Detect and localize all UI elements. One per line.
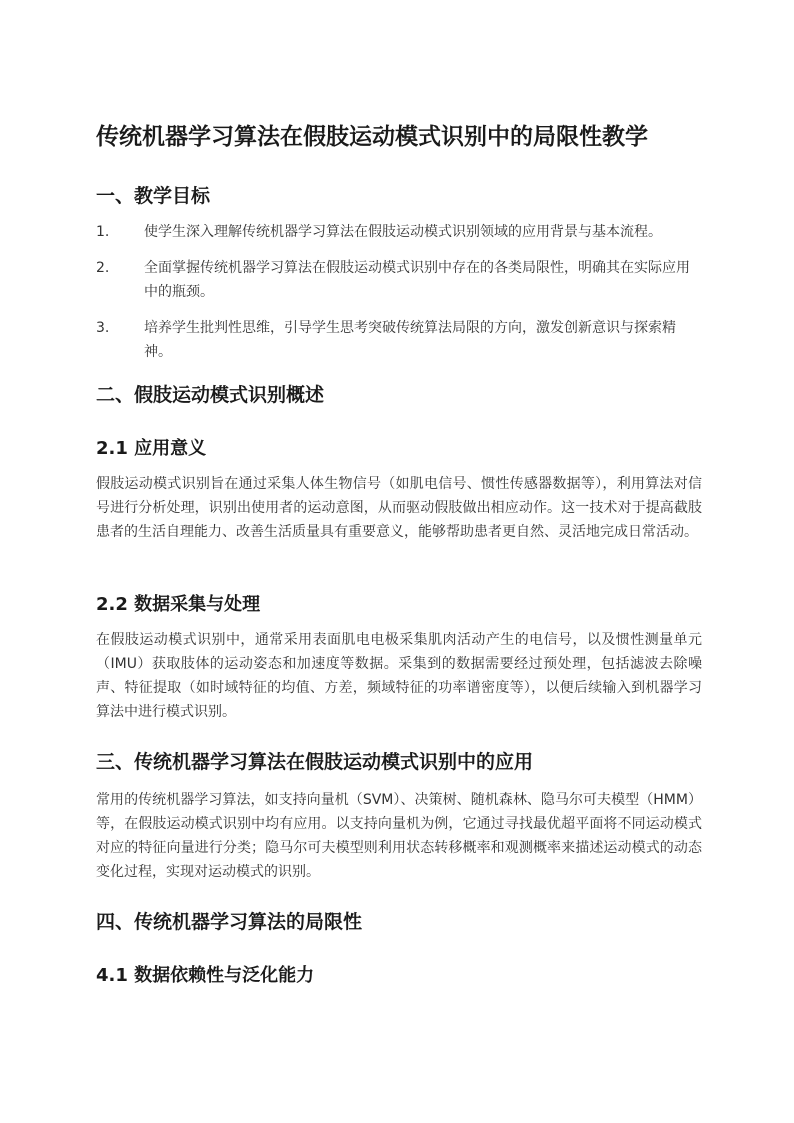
section-heading-overview: 二、假肢运动模式识别概述 [96, 384, 325, 406]
objectives-list [96, 220, 702, 376]
list-item-text: 全面掌握传统机器学习算法在假肢运动模式识别中存在的各类局限性，明确其在实际应用中的瓶颈。 [144, 260, 690, 300]
list-item-number: 1. [96, 224, 110, 240]
list-item [96, 316, 702, 364]
paragraph-applications: 常用的传统机器学习算法，如支持向量机（SVM）、决策树、随机森林、隐马尔可夫模型（HMM）等，在假肢运动模式识别中均有应用。以支持向量机为例，它通过寻找最优超平面将不同运动模式对应的特征向量进行分类；隐马尔可夫模型则利用状态转移概率和观测概率来描述运动模式的动态变化过程，实现对运动模式的识别。 [96, 792, 702, 880]
paragraph-data-collection: 在假肢运动模式识别中，通常采用表面肌电电极采集肌肉活动产生的电信号，以及惯性测量单元（IMU）获取肢体的运动姿态和加速度等数据。采集到的数据需要经过预处理，包括滤波去除噪声、特征提取（如时域特征的均值、方差，频域特征的功率谱密度等），以便后续输入到机器学习算法中进行模式识别。 [96, 632, 702, 720]
subsection-heading-significance: 2.1 应用意义 [96, 438, 207, 459]
list-item [96, 220, 702, 244]
section-heading-applications: 三、传统机器学习算法在假肢运动模式识别中的应用 [96, 751, 534, 773]
section-heading-limitations: 四、传统机器学习算法的局限性 [96, 911, 363, 933]
list-item-number: 3. [96, 320, 110, 336]
paragraph-significance: 假肢运动模式识别旨在通过采集人体生物信号（如肌电信号、惯性传感器数据等），利用算法对信号进行分析处理，识别出使用者的运动意图，从而驱动假肢做出相应动作。这一技术对于提高截肢患者的生活自理能力、改善生活质量具有重要意义，能够帮助患者更自然、灵活地完成日常活动。 [96, 476, 702, 540]
subsection-heading-data-collection: 2.2 数据采集与处理 [96, 594, 261, 615]
list-item-text: 使学生深入理解传统机器学习算法在假肢运动模式识别领域的应用背景与基本流程。 [144, 224, 662, 240]
document-title: 传统机器学习算法在假肢运动模式识别中的局限性教学 [96, 124, 648, 150]
subsection-heading-data-dependency: 4.1 数据依赖性与泛化能力 [96, 965, 315, 986]
list-item [96, 256, 702, 304]
list-item-text: 培养学生批判性思维，引导学生思考突破传统算法局限的方向，激发创新意识与探索精神。 [144, 320, 676, 360]
section-heading-objectives: 一、教学目标 [96, 185, 211, 207]
list-item-number: 2. [96, 260, 110, 276]
